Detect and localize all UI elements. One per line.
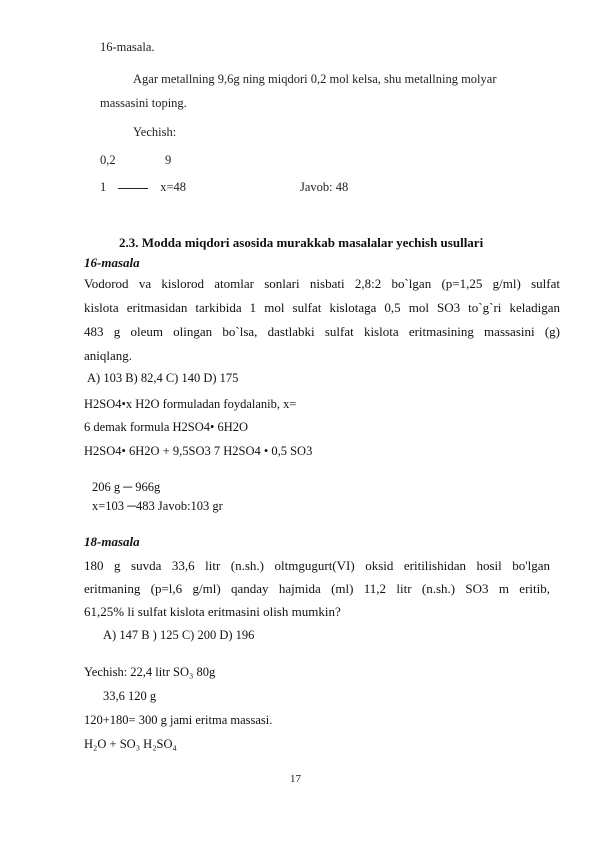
problem-16-line-3: 483 g oleum olingan bo`lsa, dastlabki sulfat kislota eritmasining massasini (g): [84, 324, 560, 339]
problem-16-line-1: Vodorod va kislorod atomlar sonlari nisbati 2,8:2 bo`lgan (p=1,25 g/ml) sulfat: [84, 276, 560, 291]
problem-18-line-3: 61,25% li sulfat kislota eritmasini olish mumkin?: [84, 604, 341, 619]
problem-16-text: [84, 272, 560, 368]
problem-16-calc-2: x=103 ─483 Javob:103 gr: [92, 499, 223, 513]
problem-16-solution-3: H2SO4• 6H2O + 9,5SO3 7 H2SO4 • 0,5 SO3: [84, 444, 313, 458]
problem-18-solution-4: H₂O + SO₃ H₂SO₄: [84, 737, 177, 751]
page-number: 17: [290, 773, 301, 785]
scan-fraction-dash: [118, 188, 148, 189]
problem-18-text: [84, 554, 550, 623]
scan-row2-a: 1: [100, 180, 107, 194]
problem-18-solution-1: Yechish: 22,4 litr SO₃ 80g: [84, 665, 216, 679]
section-title: 2.3. Modda miqdori asosida murakkab masalalar yechish usullari: [119, 235, 484, 250]
problem-18-heading: 18-masala: [84, 534, 140, 549]
scan-title: 16-masala.: [100, 40, 155, 54]
problem-16-options: A) 103 B) 82,4 C) 140 D) 175: [87, 371, 239, 385]
scan-row2: [100, 180, 186, 195]
problem-16-calc-1: 206 g ─ 966g: [92, 480, 161, 494]
scan-yechish: Yechish:: [133, 125, 177, 139]
scan-line-2: massasini toping.: [100, 96, 187, 110]
scan-row2-answer: Javob: 48: [300, 180, 349, 194]
problem-18-solution-3: 120+180= 300 g jami eritma massasi.: [84, 713, 273, 727]
problem-16-line-4: aniqlang.: [84, 348, 133, 363]
problem-16-line-2: kislota eritmasidan tarkibida 1 mol sulfat kislotaga 0,5 mol SO3 to`g`ri keladigan: [84, 300, 560, 315]
problem-18-line-1: 180 g suvda 33,6 litr (n.sh.) oltmgugurt(VI) oksid eritilishidan hosil bo'lgan: [84, 558, 550, 573]
problem-18-solution-2: 33,6 120 g: [103, 689, 157, 703]
problem-16-heading: 16-masala: [84, 255, 140, 270]
scan-line-1: Agar metallning 9,6g ning miqdori 0,2 mol kelsa, shu metallning molyar: [133, 72, 497, 86]
problem-16-solution-2: 6 demak formula H2SO4• 6H2O: [84, 420, 249, 434]
problem-16-solution-1: H2SO4•x H2O formuladan foydalanib, x=: [84, 397, 297, 411]
problem-18-options: A) 147 B ) 125 C) 200 D) 196: [103, 628, 255, 642]
scan-row1-b: 9: [165, 153, 172, 167]
scan-row2-b: x=48: [160, 180, 187, 194]
scan-row1-a: 0,2: [100, 153, 116, 167]
problem-18-line-2: eritmaning (p=l,6 g/ml) qanday hajmida (ml) 11,2 litr (n.sh.) SO3 m eritib,: [84, 581, 550, 596]
